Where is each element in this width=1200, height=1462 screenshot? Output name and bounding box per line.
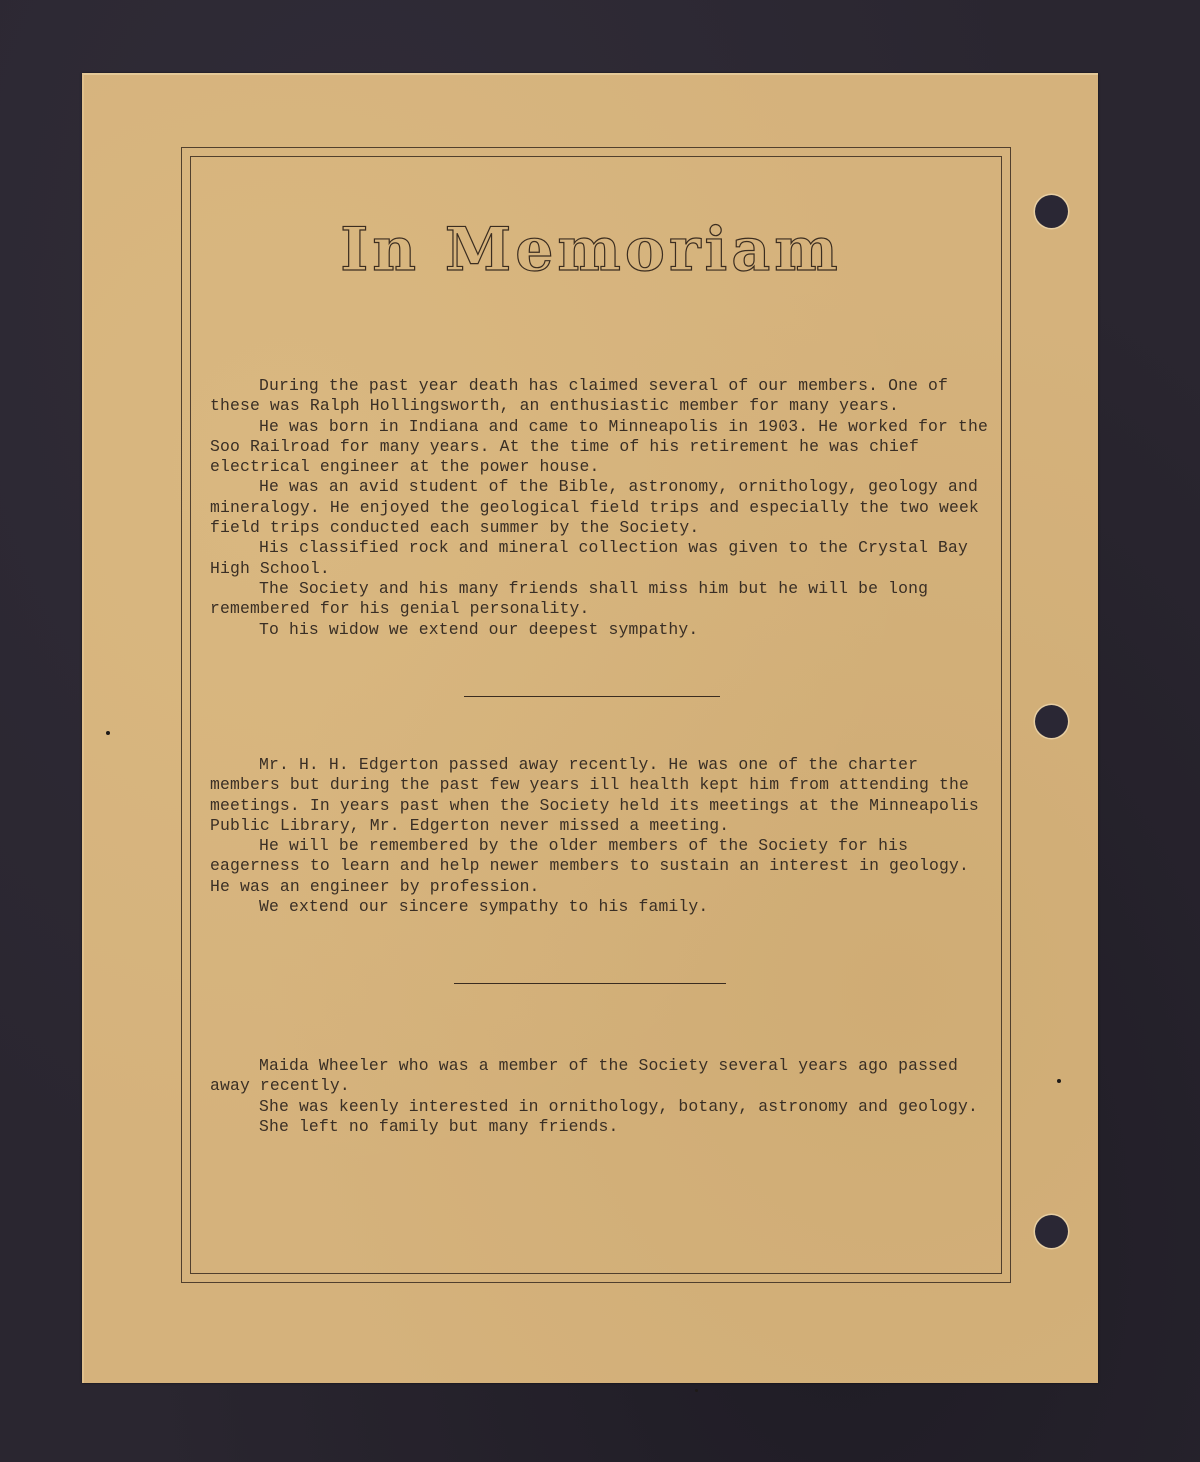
paragraph: Maida Wheeler who was a member of the Society several years ago passed away recently. — [210, 1056, 969, 1096]
page-title: In Memoriam — [340, 215, 842, 285]
paragraph: During the past year death has claimed several of our members. One of these was Ralph Hollingsworth, an enthusiastic member for many years. — [210, 376, 959, 416]
paragraph: To his widow we extend our deepest sympathy. — [259, 619, 699, 639]
paragraph: He was born in Indiana and came to Minneapolis in 1903. He worked for the Soo Railroad for many years. At the time of his retirement he was chief electrical engineer at the power house. — [210, 416, 998, 477]
paragraph: His classified rock and mineral collection was given to the Crystal Bay High School. — [210, 538, 979, 578]
section-divider — [454, 983, 726, 984]
paragraph: He will be remembered by the older members of the Society for his eagerness to learn and help newer members to sustain an interest in geology. He was an engineer by profession. — [210, 836, 979, 896]
paragraph: She was keenly interested in ornithology, botany, astronomy and geology. — [259, 1096, 978, 1116]
paper-speck — [1057, 1079, 1061, 1083]
memorial-edgerton — [210, 755, 990, 917]
paper-speck — [106, 731, 110, 735]
paragraph: We extend our sincere sympathy to his family. — [259, 897, 709, 917]
paragraph: She left no family but many friends. — [259, 1116, 619, 1136]
paragraph: The Society and his many friends shall miss him but he will be long remembered for his genial personality. — [210, 578, 939, 619]
paragraph: He was an avid student of the Bible, astronomy, ornithology, geology and mineralogy. He enjoyed the geological field trips and especially the two week field trips conducted each summer by the Society. — [210, 477, 989, 538]
section-divider — [464, 696, 720, 697]
paper-speck — [695, 1389, 698, 1392]
memorial-wheeler — [210, 1056, 990, 1137]
punch-hole-middle — [1035, 705, 1068, 738]
memorial-hollingsworth — [210, 376, 998, 640]
paragraph: Mr. H. H. Edgerton passed away recently. He was one of the charter members but during the past few years ill health kept him from attending the meetings. In years past when the Society held its meetings at the Minneapolis Public Library, Mr. Edgerton never missed a meeting. — [210, 755, 989, 835]
punch-hole-bottom — [1035, 1215, 1068, 1248]
document-page — [82, 73, 1098, 1383]
punch-hole-top — [1035, 195, 1068, 228]
